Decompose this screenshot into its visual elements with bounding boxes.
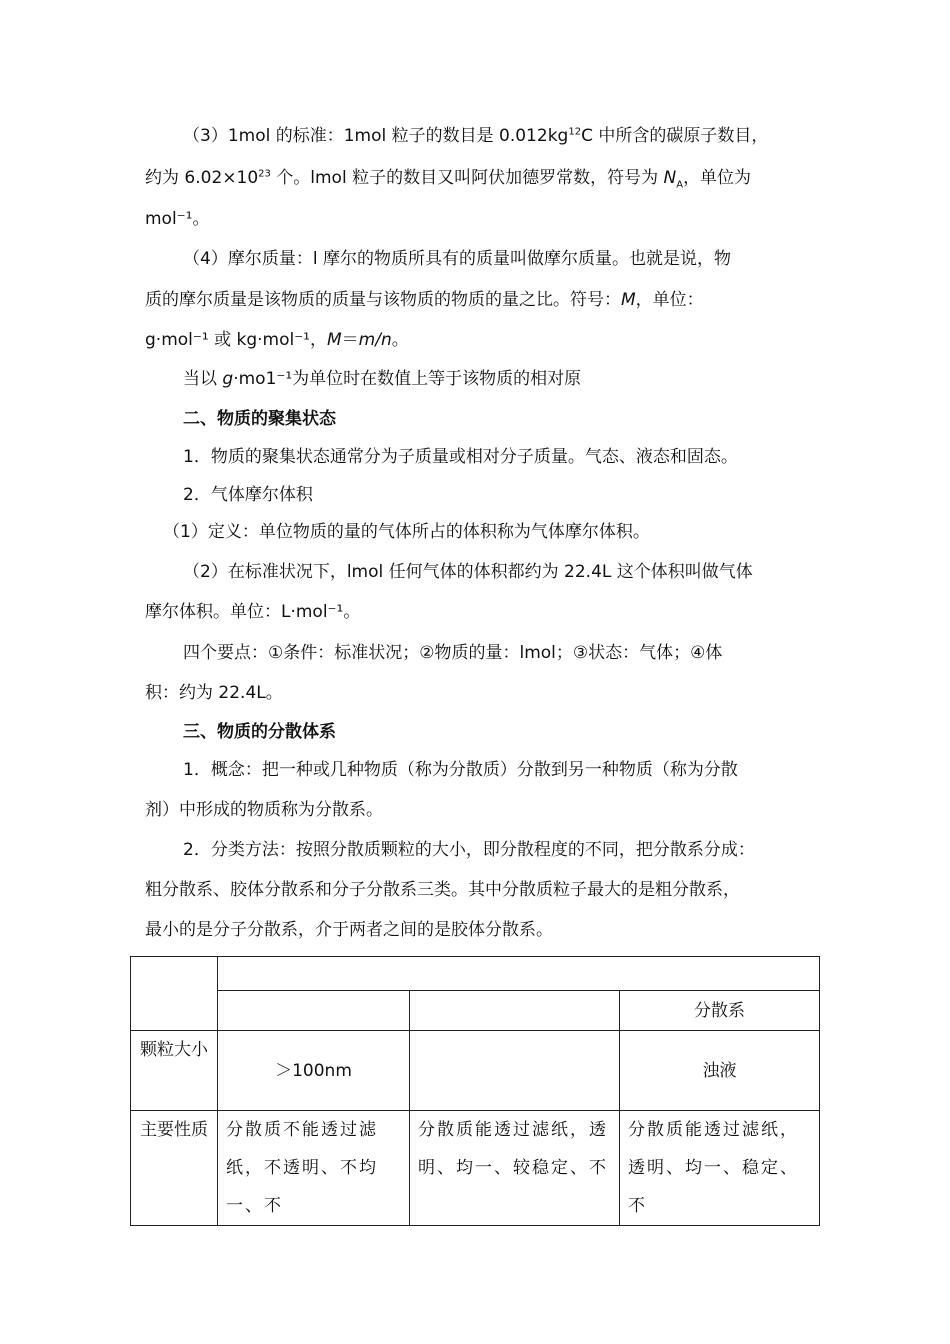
section-3-classify-line-3: 最小的是分子分散系，介于两者之间的是胶体分散系。 <box>145 920 553 940</box>
table-cell: ＞100nm <box>218 1031 410 1111</box>
section-3-classify-line-2: 粗分散系、胶体分散系和分子分散系三类。其中分散质粒子最大的是粗分散系， <box>145 880 740 900</box>
para-1-line-3: mol⁻¹。 <box>145 209 210 229</box>
para-2-line-4: 当以 g·mo1⁻¹为单位时在数值上等于该物质的相对原 <box>183 369 582 389</box>
section-3-heading: 三、物质的分散体系 <box>183 722 336 742</box>
section-2-points-line-2: 积：约为 22.4L。 <box>145 683 283 703</box>
section-3-classify-line-1: 2．分类方法：按照分散质颗粒的大小，即分散程度的不同，把分散系分成： <box>183 840 755 860</box>
section-3-concept-line-1: 1．概念：把一种或几种物质（称为分散质）分散到另一种物质（称为分散 <box>183 760 738 780</box>
table-cell: 分散质能透过滤纸，透明、均一、稳定、不 <box>620 1111 820 1226</box>
table-subheader-row <box>131 991 820 1031</box>
table-cell: 分散质能透过滤纸，透明、均一、较稳定、不 <box>410 1111 620 1226</box>
dispersion-table <box>130 956 820 1226</box>
table-cell <box>410 1031 620 1111</box>
para-2-line-2: 质的摩尔质量是该物质的质量与该物质的物质的量之比。符号：M，单位： <box>145 290 704 310</box>
table-row-label: 主要性质 <box>131 1111 218 1226</box>
section-2-item-2a: （1）定义：单位物质的量的气体所占的体积称为气体摩尔体积。 <box>163 522 650 542</box>
table-header-row <box>131 957 820 991</box>
para-2-line-1: （4）摩尔质量：l 摩尔的物质所具有的质量叫做摩尔质量。也就是说，物 <box>183 249 731 269</box>
table-row <box>131 1031 820 1111</box>
table-row <box>131 1111 820 1226</box>
table-subheader-1 <box>218 991 410 1031</box>
table-cell: 浊液 <box>620 1031 820 1111</box>
section-2-item-1: 1．物质的聚集状态通常分为子质量或相对分子质量。气态、液态和固态。 <box>183 447 738 467</box>
para-1-line-1: （3）1mol 的标准：1mol 粒子的数目是 $0.012kg^{12}C$ 中所含的碳原子数目， <box>183 126 769 146</box>
section-2-item-2b-line-1: （2）在标准状况下，lmol 任何气体的体积都约为 22.4L 这个体积叫做气体 <box>183 562 753 582</box>
section-2-points-line-1: 四个要点：①条件：标准状况；②物质的量：lmol；③状态：气体；④体 <box>183 643 723 663</box>
table-row-label: 颗粒大小 <box>131 1031 218 1111</box>
para-1-line-2: 约为 $6.02\times 10^{23}$ 个。lmol 粒子的数目又叫阿伏加德罗常数，符号为 $N_A$，单位为 <box>145 168 752 191</box>
section-2-heading: 二、物质的聚集状态 <box>183 409 336 429</box>
section-2-item-2b-line-2: 摩尔体积。单位：L·mol⁻¹。 <box>145 602 361 622</box>
para-2-line-3: g·mol⁻¹ 或 kg·mol⁻¹，M＝m/n。 <box>145 330 409 350</box>
table-subheader-2 <box>410 991 620 1031</box>
table-corner-cell <box>131 957 218 1031</box>
table-subheader-3: 分散系 <box>620 991 820 1031</box>
section-2-item-2: 2．气体摩尔体积 <box>183 485 313 505</box>
section-3-concept-line-2: 剂）中形成的物质称为分散系。 <box>145 800 383 820</box>
table-cell: 分散质不能透过滤纸，不透明、不均一、不 <box>218 1111 410 1226</box>
table-top-header <box>218 957 820 991</box>
